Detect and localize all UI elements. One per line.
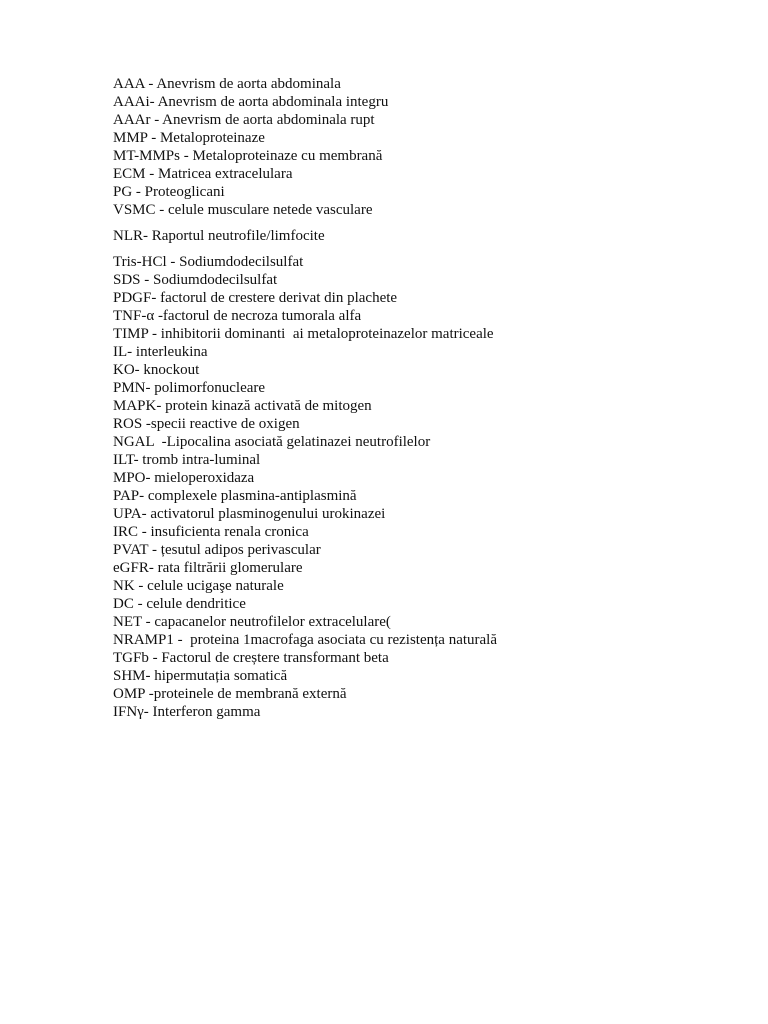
abbreviation-line: IRC - insuficienta renala cronica <box>113 524 309 540</box>
abbreviation-line: AAAi- Anevrism de aorta abdominala integru <box>113 94 389 110</box>
abbreviation-line: TIMP - inhibitorii dominanti ai metaloproteinazelor matriceale <box>113 326 494 342</box>
abbreviation-line: NK - celule ucigaşe naturale <box>113 578 284 594</box>
abbreviation-line: MPO- mieloperoxidaza <box>113 470 255 486</box>
abbreviation-line: DC - celule dendritice <box>113 596 246 612</box>
abbreviation-line: SDS - Sodiumdodecilsulfat <box>113 272 278 288</box>
abbreviation-line: PMN- polimorfonucleare <box>113 380 266 396</box>
abbreviation-line: IL- interleukina <box>113 344 208 360</box>
abbreviation-line: MAPK- protein kinază activată de mitogen <box>113 398 372 414</box>
abbreviation-line: PDGF- factorul de crestere derivat din plachete <box>113 290 398 306</box>
abbreviation-line: VSMC - celule musculare netede vasculare <box>113 202 373 218</box>
abbreviation-line: ROS -specii reactive de oxigen <box>113 416 300 432</box>
abbreviation-line: SHM- hipermutația somatică <box>113 668 288 684</box>
abbreviation-line: eGFR- rata filtrării glomerulare <box>113 560 303 576</box>
abbreviation-line: IFNγ- Interferon gamma <box>113 704 261 720</box>
abbreviation-line: ILT- tromb intra-luminal <box>113 452 261 468</box>
abbreviation-line: PVAT - țesutul adipos perivascular <box>113 542 321 558</box>
abbreviation-line: MMP - Metaloproteinaze <box>113 130 265 146</box>
abbreviation-list <box>113 75 733 721</box>
abbreviation-line: TGFb - Factorul de creștere transformant beta <box>113 650 389 666</box>
abbreviation-line: NRAMP1 - proteina 1macrofaga asociata cu rezistența naturală <box>113 632 498 648</box>
abbreviation-line: PAP- complexele plasmina-antiplasmină <box>113 488 357 504</box>
abbreviation-line: AAA - Anevrism de aorta abdominala <box>113 76 341 92</box>
abbreviation-line: NLR- Raportul neutrofile/limfocite <box>113 228 325 244</box>
abbreviation-line: PG - Proteoglicani <box>113 184 225 200</box>
abbreviation-line: ECM - Matricea extracelulara <box>113 166 293 182</box>
abbreviation-line: KO- knockout <box>113 362 200 378</box>
abbreviation-line: Tris-HCl - Sodiumdodecilsulfat <box>113 254 304 270</box>
abbreviation-line: NGAL -Lipocalina asociată gelatinazei neutrofilelor <box>113 434 431 450</box>
abbreviation-line: TNF-α -factorul de necroza tumorala alfa <box>113 308 362 324</box>
abbreviation-line: UPA- activatorul plasminogenului urokinazei <box>113 506 386 522</box>
abbreviation-line: OMP -proteinele de membrană externă <box>113 686 347 702</box>
abbreviation-line: MT-MMPs - Metaloproteinaze cu membrană <box>113 148 383 164</box>
abbreviation-line: NET - capacanelor neutrofilelor extracelulare( <box>113 614 391 630</box>
abbreviation-line: AAAr - Anevrism de aorta abdominala rupt <box>113 112 375 128</box>
